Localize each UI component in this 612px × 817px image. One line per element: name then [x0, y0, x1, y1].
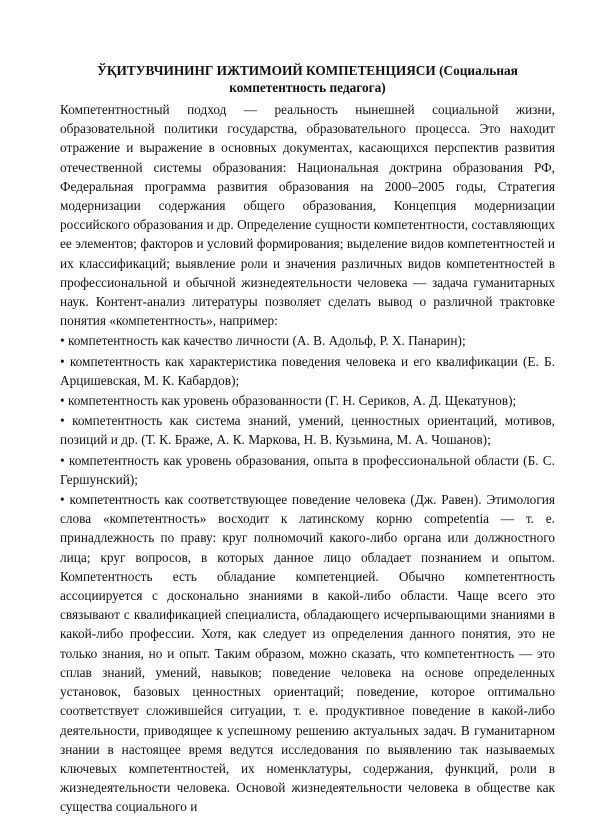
bullet-item-4: • компетентность как система знаний, умений, ценностных ориентаций, мотивов, позиций и др. (Т. К. Браже, А. К. Маркова, Н. В. Кузьмина, М. А. Чошанов); — [60, 413, 555, 448]
title-line-2: компетентность педагога) — [229, 80, 386, 95]
bullet-item-6: • компетентность как соответствующее поведение человека (Дж. Равен). Этимология слова «компетентность» восходит к латинскому корню competentia — т. е. принадлежность по праву: круг полномочий какого-либо органа или должностного лица; круг вопросов, в которых данное лицо обладает познанием и опытом. Компетентность есть обладание компетенцией. Обычно компетентность ассоциируется с досконально знаниями в какой-либо области. Чаще всего это связывают с квалификацией специалиста, обладающего исчерпывающими знаниями в какой-либо профессии. Хотя, как следует из определения данного понятия, это не только знания, но и опыт. Таким образом, можно сказать, что компетентность — это сплав знаний, умений, навыков; поведение человека на основе определенных установок, базовых ценностных ориентаций; поведение, которое оптимально соответствует сложившейся ситуации, т. е. продуктивное поведение в какой-либо деятельности, приводящее к успешному решению актуальных задач. В гуманитарном знании в настоящее время ведутся исследования по выявлению так называемых ключевых компетентностей, их номенклатуры, содержания, функций, роли в жизнедеятельности человека. Основой жизнедеятельности человека в обществе как существа социального и — [60, 492, 555, 815]
bullet-item-3: • компетентность как уровень образованности (Г. Н. Сериков, А. Д. Щекатунов); — [60, 393, 517, 409]
bullet-item-5: • компетентность как уровень образования, опыта в профессиональной области (Б. С. Гершунский); — [60, 452, 555, 487]
bullet-item-1: • компетентность как качество личности (А. В. Адольф, Р. Х. Панарин); — [60, 333, 466, 349]
intro-paragraph: Компетентностный подход — реальность нынешней социальной жизни, образовательной политики государства, образовательного процесса. Это находит отражение и выражение в основных документах, касающихся перспектив развития отечественной системы образования: Национальная доктрина образования РФ, Федеральная программа развития образования на 2000–2005 годы, Стратегия модернизации содержания общего образования, Концепция модернизации российского образования и др. Определение сущности компетентности, составляющих ее элементов; факторов и условий формирования; выделение видов компетентностей и их классификаций; выявление роли и значения различных видов компетентностей в профессиональной и обычной жизнедеятельности человека — задача гуманитарных наук. Контент-анализ литературы позволяет сделать вывод о различной трактовке понятия «компетентность», например: — [60, 102, 555, 329]
bullet-item-2: • компетентность как характеристика поведения человека и его квалификации (Е. Б. Арцишевская, М. К. Кабардов); — [60, 353, 555, 388]
title-line-1: ЎҚИТУВЧИНИНГ ИЖТИМОИЙ КОМПЕТЕНЦИЯСИ (Социальная — [97, 63, 518, 78]
document-title — [60, 62, 555, 96]
document-page — [60, 62, 555, 817]
